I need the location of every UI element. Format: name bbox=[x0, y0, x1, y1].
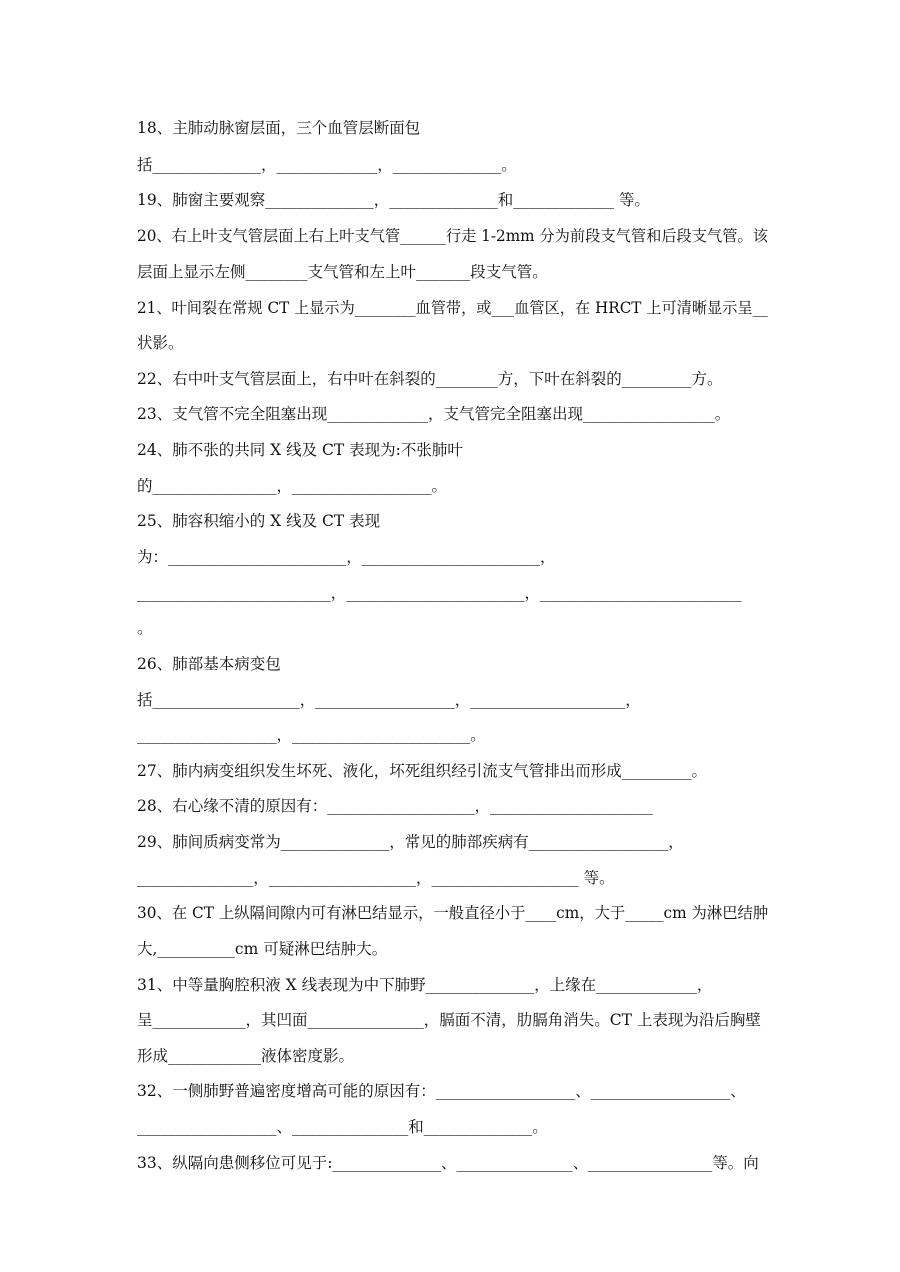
text-line: 层面上显示左侧________支气管和左上叶_______段支气管。 bbox=[137, 263, 548, 281]
text-line: 呈____________，其凹面_______________，膈面不清，肋膈角消失。CT 上表现为沿后胸壁 bbox=[137, 1011, 761, 1029]
text-line: 24、肺不张的共同 X 线及 CT 表现为:不张肺叶 bbox=[137, 441, 463, 459]
text-line: 26、肺部基本病变包 bbox=[137, 655, 281, 673]
text-line: __________________、_______________和______________。 bbox=[137, 1118, 548, 1136]
text-line: 23、支气管不完全阻塞出现_____________，支气管完全阻塞出现_________________。 bbox=[137, 405, 731, 423]
text-line: 33、纵隔向患侧移位可见于:______________、_______________、________________等。向 bbox=[137, 1154, 759, 1172]
text-line: _______________，___________________，___________________ 等。 bbox=[137, 869, 615, 887]
text-line: _________________________，_______________________，__________________________ bbox=[137, 584, 742, 602]
text-line: 的________________，__________________。 bbox=[137, 477, 448, 495]
text-line: 括______________，_____________，______________。 bbox=[137, 156, 517, 174]
text-line: 30、在 CT 上纵隔间隙内可有淋巴结显示，一般直径小于____cm，大于_____cm 为淋巴结肿 bbox=[137, 904, 769, 922]
text-line: 大,__________cm 可疑淋巴结肿大。 bbox=[137, 940, 388, 958]
text-line: 状影。 bbox=[137, 334, 184, 352]
text-line: 22、右中叶支气管层面上，右中叶在斜裂的________方，下叶在斜裂的_________方。 bbox=[137, 370, 723, 388]
text-line: 28、右心缘不清的原因有：___________________，_____________________ bbox=[137, 797, 653, 815]
text-line: 括___________________，__________________，____________________， bbox=[137, 691, 641, 709]
text-line: 32、一侧肺野普遍密度增高可能的原因有：__________________、__________________、 bbox=[137, 1082, 746, 1100]
text-line: 19、肺窗主要观察______________，______________和_____________ 等。 bbox=[137, 191, 650, 209]
text-line: 29、肺间质病变常为______________，常见的肺部疾病有__________________， bbox=[137, 833, 684, 851]
text-line: 21、叶间裂在常规 CT 上显示为________血管带，或___血管区，在 HRCT 上可清晰显示呈__ bbox=[137, 299, 768, 317]
text-line: 25、肺容积缩小的 X 线及 CT 表现 bbox=[137, 512, 381, 530]
text-line: 18、主肺动脉窗层面，三个血管层断面包 bbox=[137, 119, 421, 137]
text-line: 20、右上叶支气管层面上右上叶支气管______行走 1-2mm 分为前段支气管和后段支气管。该 bbox=[137, 227, 768, 245]
text-line: 。 bbox=[137, 619, 153, 637]
text-line: 31、中等量胸腔积液 X 线表现为中下肺野______________，上缘在_____________， bbox=[137, 976, 713, 994]
text-line: 为：_______________________，_______________________， bbox=[137, 548, 556, 566]
text-line: 形成____________液体密度影。 bbox=[137, 1047, 355, 1065]
text-line: __________________，_______________________。 bbox=[137, 726, 486, 744]
text-line: 27、肺内病变组织发生坏死、液化，坏死组织经引流支气管排出而形成_________。 bbox=[137, 762, 707, 780]
